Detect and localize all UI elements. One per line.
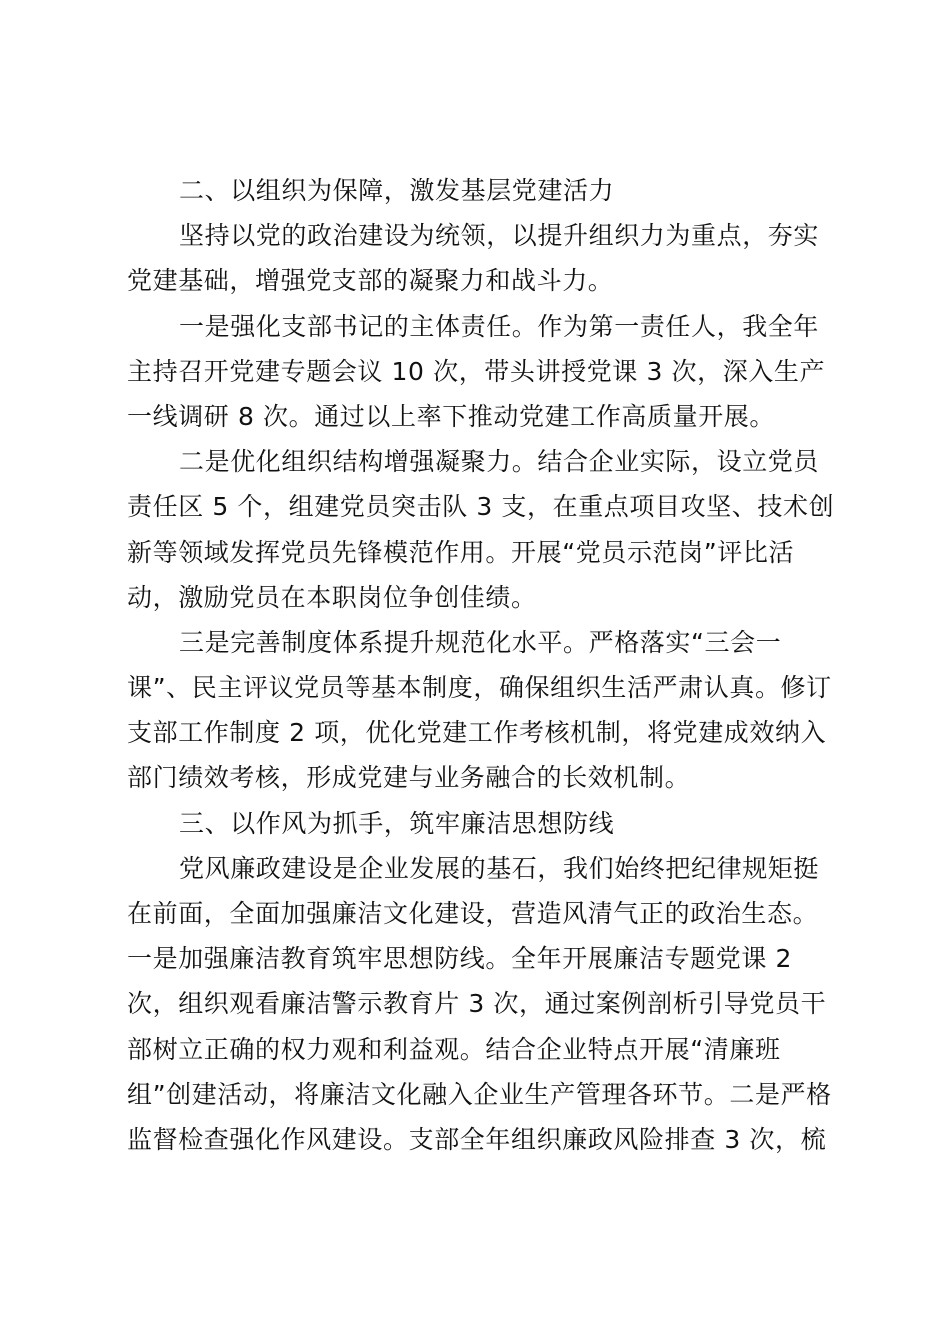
- paragraph-line: 主持召开党建专题会议 10 次，带头讲授党课 3 次，深入生产: [127, 356, 826, 386]
- document-body: [127, 168, 833, 1162]
- paragraph-line: 二是优化组织结构增强凝聚力。结合企业实际，设立党员: [179, 447, 820, 477]
- paragraph-line: 动，激励党员在本职岗位争创佳绩。: [127, 582, 537, 612]
- paragraph-line: 一线调研 8 次。通过以上率下推动党建工作高质量开展。: [127, 401, 776, 431]
- paragraph-line: 一是强化支部书记的主体责任。作为第一责任人，我全年: [179, 311, 820, 341]
- section-heading-three: 三、以作风为抓手，筑牢廉洁思想防线: [179, 808, 615, 838]
- paragraph-line: 一是加强廉洁教育筑牢思想防线。全年开展廉洁专题党课 2: [127, 944, 793, 974]
- paragraph-line: 坚持以党的政治建设为统领，以提升组织力为重点，夯实: [179, 221, 820, 251]
- paragraph-line: 监督检查强化作风建设。支部全年组织廉政风险排查 3 次，梳: [127, 1124, 827, 1154]
- section-heading-two: 二、以组织为保障，激发基层党建活力: [179, 176, 615, 205]
- paragraph-line: 责任区 5 个，组建党员突击队 3 支，在重点项目攻坚、技术创: [127, 492, 835, 522]
- paragraph-line: 三是完善制度体系提升规范化水平。严格落实“三会一: [179, 627, 782, 657]
- paragraph-line: 党建基础，增强党支部的凝聚力和战斗力。: [127, 266, 614, 296]
- paragraph-line: 课”、民主评议党员等基本制度，确保组织生活严肃认真。修订: [127, 673, 832, 703]
- paragraph-line: 党风廉政建设是企业发展的基石，我们始终把纪律规矩挺: [179, 853, 820, 883]
- paragraph-line: 在前面，全面加强廉洁文化建设，营造风清气正的政治生态。: [127, 899, 819, 928]
- paragraph-line: 新等领域发挥党员先锋模范作用。开展“党员示范岗”评比活: [127, 537, 795, 567]
- paragraph-line: 部门绩效考核，形成党建与业务融合的长效机制。: [127, 763, 691, 793]
- paragraph-line: 组”创建活动，将廉洁文化融入企业生产管理各环节。二是严格: [127, 1079, 832, 1109]
- paragraph-line: 次，组织观看廉洁警示教育片 3 次，通过案例剖析引导党员干: [127, 989, 827, 1019]
- paragraph-line: 支部工作制度 2 项，优化党建工作考核机制，将党建成效纳入: [127, 718, 827, 748]
- paragraph-line: 部树立正确的权力观和利益观。结合企业特点开展“清廉班: [127, 1034, 781, 1064]
